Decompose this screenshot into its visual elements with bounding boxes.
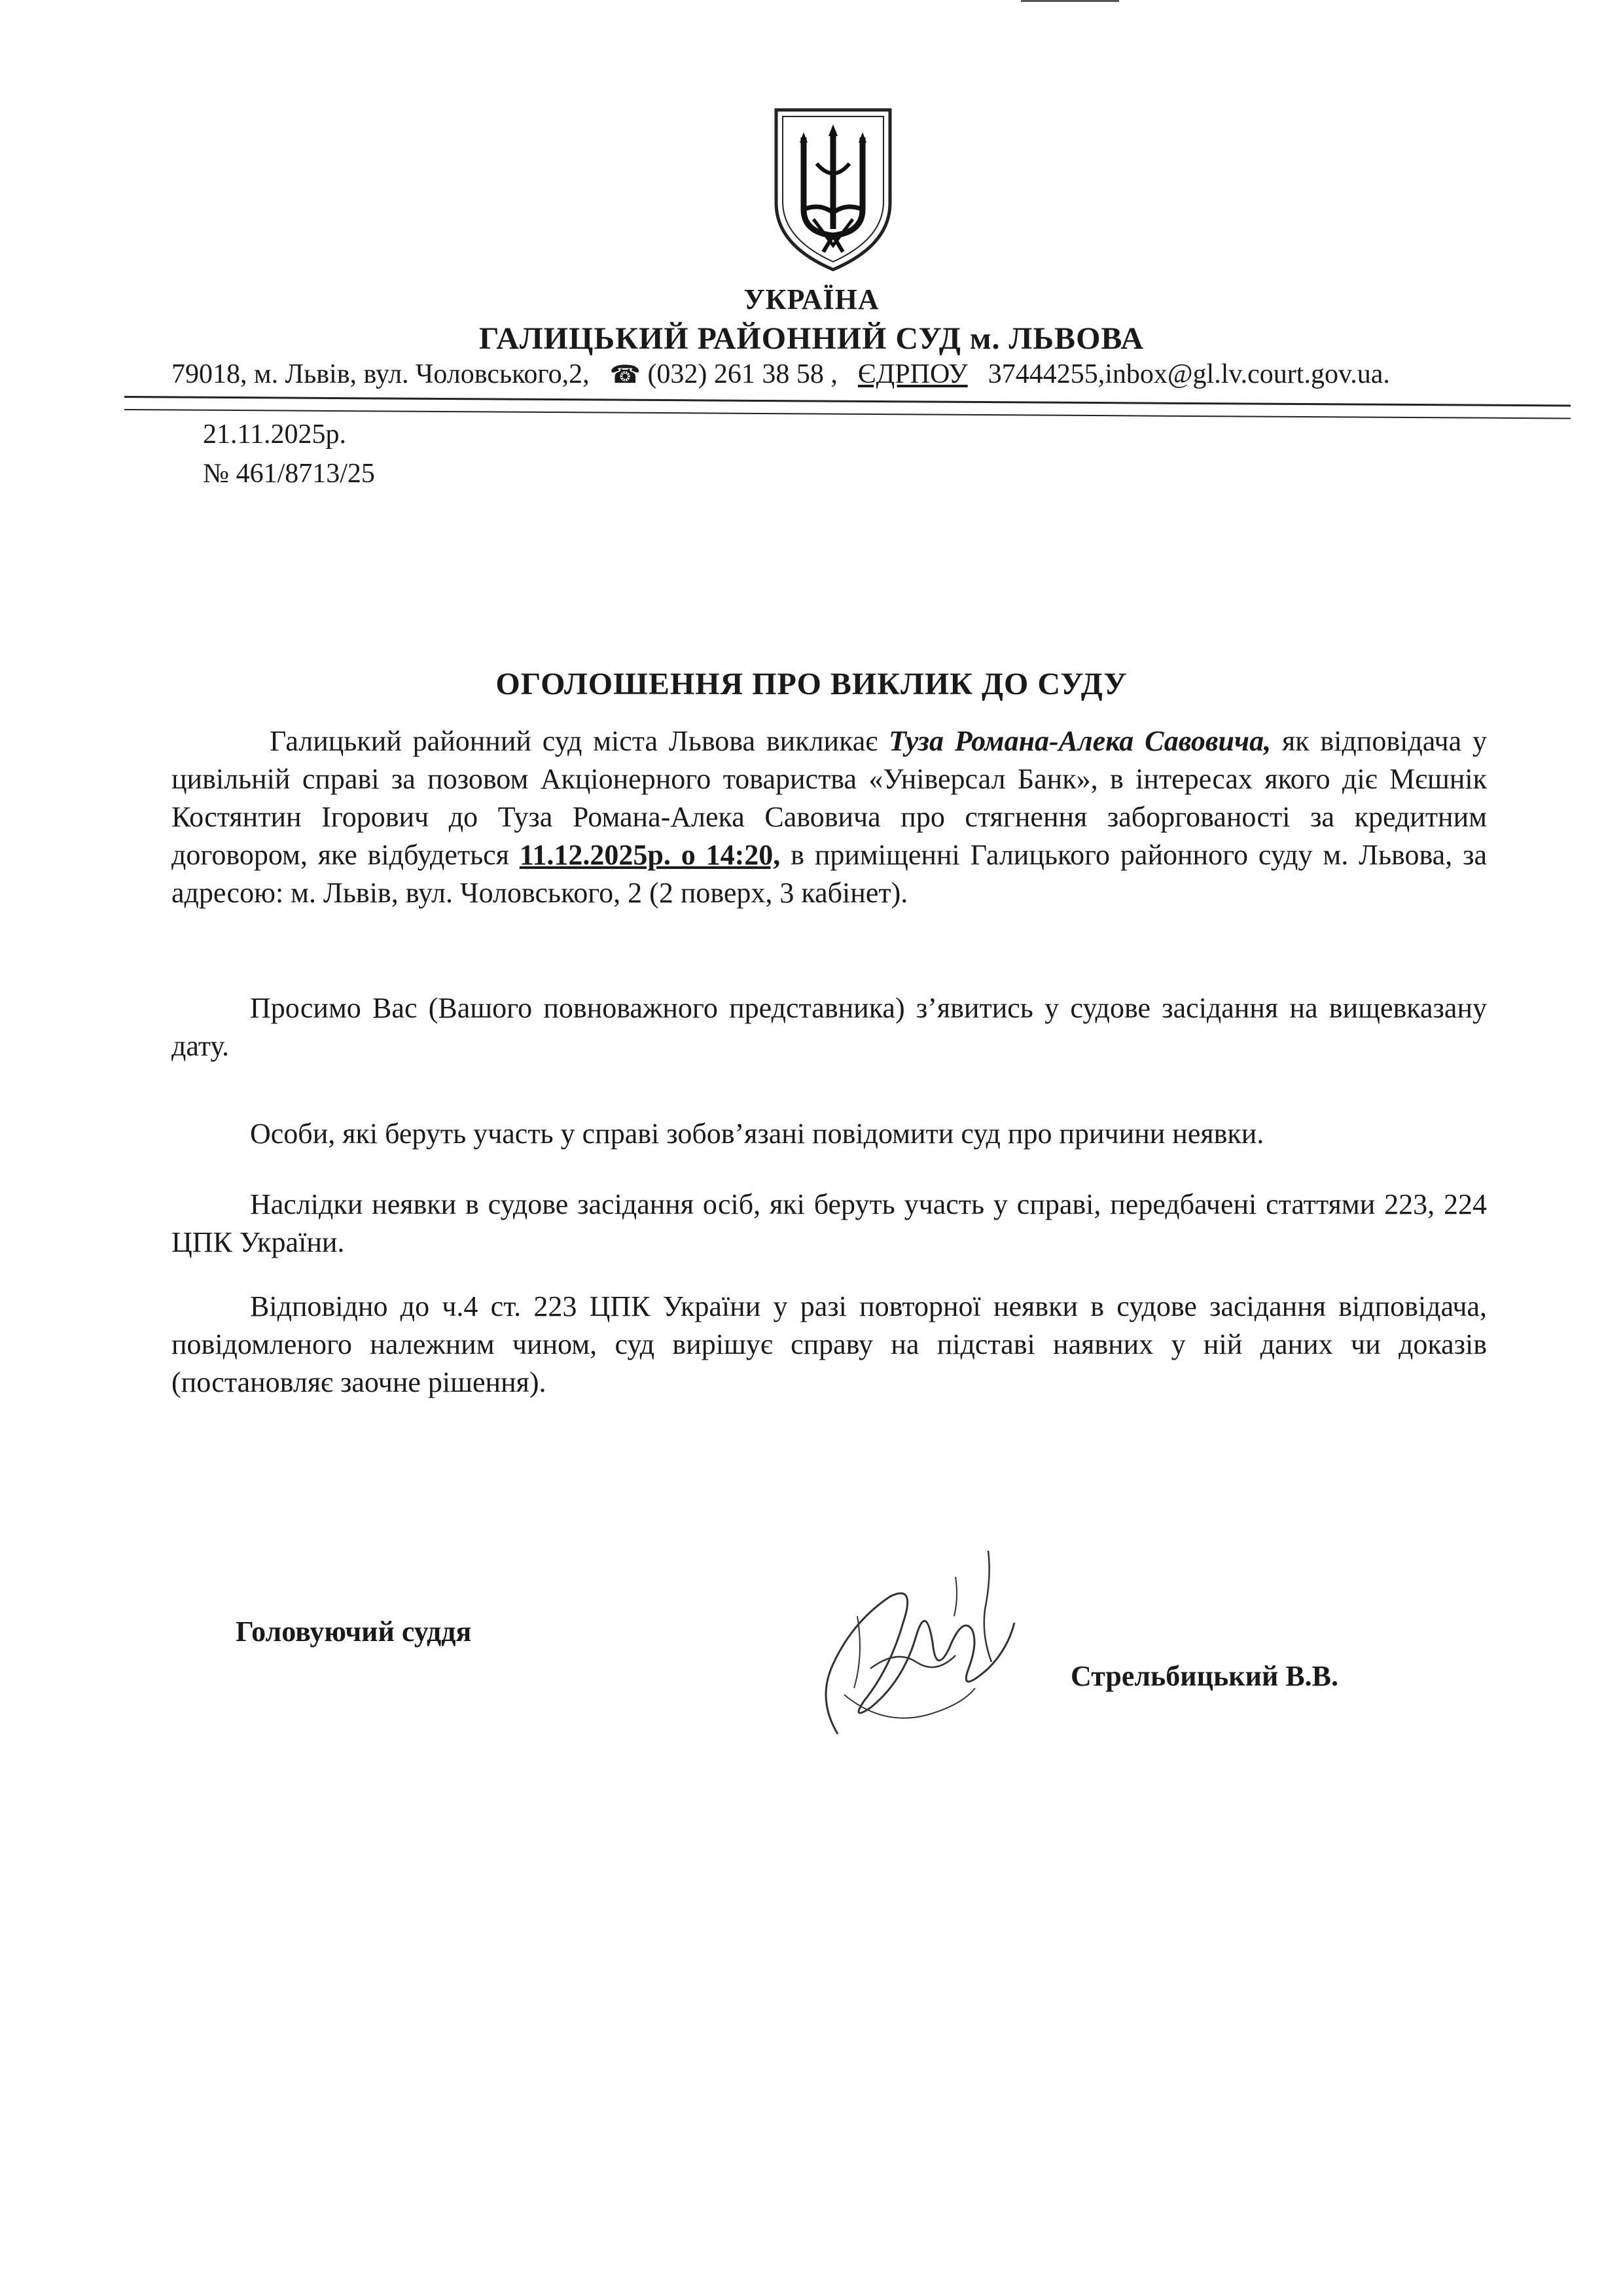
court-email: inbox@gl.lv.court.gov.ua. xyxy=(1105,359,1390,389)
header-divider-bottom xyxy=(124,409,1571,419)
court-phone: (032) 261 38 58 , xyxy=(647,359,838,389)
summons-text-location: в приміщенні Галицького районного суду м. Львова, за адресою: м. Львів, вул. Чоловського, 2 (2 поверх, 3 кабінет). xyxy=(171,839,1488,909)
trident-coat-of-arms-icon xyxy=(771,105,895,275)
court-contacts-line xyxy=(171,359,1390,390)
header-divider-top xyxy=(124,396,1571,407)
paragraph-consequences: Наслідки неявки в судове засідання осіб, які беруть участь у справі, передбачені статтями 223, 224 ЦПК України. xyxy=(171,1188,1487,1258)
defendant-name: Туза Романа-Алека Савовича, xyxy=(889,725,1272,757)
summons-text-case: як відповідача у цивільній справі за позовом Акціонерного товариства «Універсал Банк», в інтересах якого діє Мєшнік Костянтин Ігорович до Туза Романа-Алека Савовича про стягнення заборгованості за кредитним договором, яке відбудеться xyxy=(171,725,1487,871)
judge-role: Головуючий суддя xyxy=(236,1616,472,1648)
paragraph-default-judgment: Відповідно до ч.4 ст. 223 ЦПК України у разі повторної неявки в судове засідання відповідача, повідомленого належним чином, суд вирішує справу на підставі наявних у ній даних чи доказів (постановляє заочне рішення). xyxy=(171,1290,1487,1398)
paragraph-request: Просимо Вас (Вашого повноважного представника) з’явитись у судове засідання на вищевказану дату. xyxy=(171,992,1487,1062)
document-title: ОГОЛОШЕННЯ ПРО ВИКЛИК ДО СУДУ xyxy=(495,667,1128,701)
header-country: УКРАЇНА xyxy=(743,283,880,315)
hearing-date-time: 11.12.2025р. о 14:20, xyxy=(519,839,781,871)
edrpou-value: 37444255, xyxy=(988,359,1105,389)
case-number: № 461/8713/25 xyxy=(203,459,375,489)
edrpou-label: ЄДРПОУ xyxy=(857,359,968,389)
summons-text-intro: Галицький районний суд міста Львова викликає xyxy=(270,725,889,757)
judge-name: Стрельбицький В.В. xyxy=(1071,1660,1339,1692)
header-court-name: ГАЛИЦЬКИЙ РАЙОННИЙ СУД м. ЛЬВОВА xyxy=(478,321,1145,356)
paragraph-notify: Особи, які беруть участь у справі зобов’язані повідомити суд про причини неявки. xyxy=(250,1118,1264,1150)
handwritten-signature xyxy=(792,1538,1054,1754)
court-address: 79018, м. Львів, вул. Чоловського,2, xyxy=(171,359,590,389)
scan-mark xyxy=(1021,0,1119,2)
paragraph-summons xyxy=(171,722,1487,912)
telephone-icon: ☎ xyxy=(609,361,641,389)
document-date: 21.11.2025р. xyxy=(203,419,346,450)
